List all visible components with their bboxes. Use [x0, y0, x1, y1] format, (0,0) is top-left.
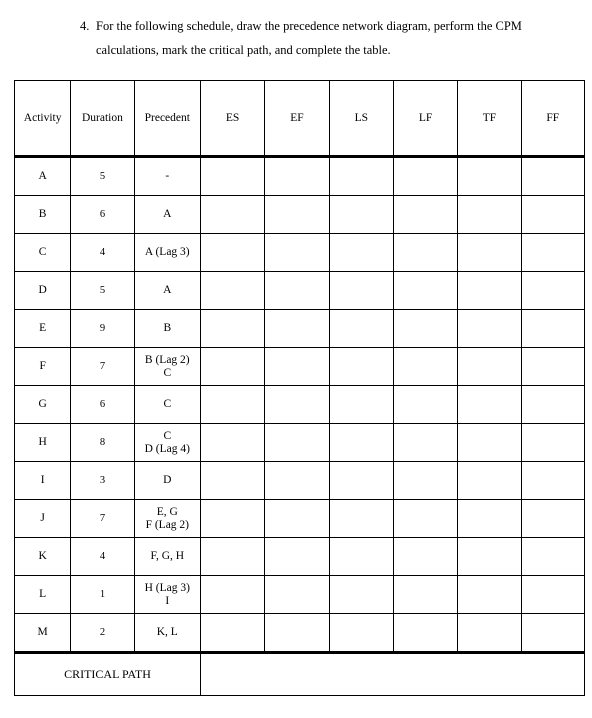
ef-input-cell[interactable] — [265, 462, 329, 500]
ff-input-cell[interactable] — [521, 310, 584, 348]
precedent-line: D (Lag 4) — [144, 442, 190, 455]
table-row — [15, 157, 585, 196]
ls-input-cell[interactable] — [329, 196, 393, 234]
ef-input-cell[interactable] — [265, 386, 329, 424]
table-row — [15, 348, 585, 386]
table-row — [15, 576, 585, 614]
lf-input-cell[interactable] — [393, 500, 457, 538]
duration-cell: 7 — [71, 500, 134, 538]
table-row — [15, 272, 585, 310]
activity-cell: H — [15, 424, 71, 462]
activity-cell: A — [15, 157, 71, 196]
ls-input-cell[interactable] — [329, 462, 393, 500]
precedent-cell — [134, 196, 200, 234]
duration-cell: 5 — [71, 157, 134, 196]
precedent-line: - — [165, 170, 170, 182]
tf-input-cell[interactable] — [458, 234, 521, 272]
header-duration: Duration — [71, 81, 134, 157]
precedent-cell — [134, 424, 200, 462]
ls-input-cell[interactable] — [329, 424, 393, 462]
tf-input-cell[interactable] — [458, 424, 521, 462]
activity-cell: F — [15, 348, 71, 386]
precedent-line: D — [163, 474, 172, 486]
es-input-cell[interactable] — [200, 348, 264, 386]
ff-input-cell[interactable] — [521, 500, 584, 538]
ef-input-cell[interactable] — [265, 614, 329, 653]
table-row — [15, 386, 585, 424]
duration-cell: 4 — [71, 538, 134, 576]
ff-input-cell[interactable] — [521, 348, 584, 386]
tf-input-cell[interactable] — [458, 500, 521, 538]
tf-input-cell[interactable] — [458, 272, 521, 310]
precedent-line: F, G, H — [150, 550, 185, 562]
duration-cell: 7 — [71, 348, 134, 386]
ef-input-cell[interactable] — [265, 234, 329, 272]
precedent-cell — [134, 348, 200, 386]
lf-input-cell[interactable] — [393, 424, 457, 462]
ff-input-cell[interactable] — [521, 157, 584, 196]
activity-cell: D — [15, 272, 71, 310]
precedent-cell — [134, 234, 200, 272]
critical-path-answer-cell[interactable] — [200, 653, 584, 696]
precedent-line: E, G — [156, 505, 178, 518]
es-input-cell[interactable] — [200, 196, 264, 234]
precedent-cell — [134, 157, 200, 196]
duration-cell: 9 — [71, 310, 134, 348]
cpm-table — [14, 80, 585, 696]
ff-input-cell[interactable] — [521, 386, 584, 424]
duration-cell: 2 — [71, 614, 134, 653]
tf-input-cell[interactable] — [458, 196, 521, 234]
precedent-line: K, L — [156, 626, 178, 638]
precedent-line: A — [163, 284, 172, 296]
precedent-cell — [134, 462, 200, 500]
ff-input-cell[interactable] — [521, 424, 584, 462]
question-number: 4. — [80, 19, 90, 33]
lf-input-cell[interactable] — [393, 576, 457, 614]
precedent-line: H (Lag 3) — [144, 581, 190, 594]
tf-input-cell[interactable] — [458, 310, 521, 348]
precedent-line: A (Lag 3) — [144, 246, 190, 258]
precedent-line: F (Lag 2) — [145, 518, 189, 531]
ff-input-cell[interactable] — [521, 576, 584, 614]
activity-cell: I — [15, 462, 71, 500]
ef-input-cell[interactable] — [265, 272, 329, 310]
precedent-line: A — [163, 208, 172, 220]
table-row — [15, 196, 585, 234]
ls-input-cell[interactable] — [329, 348, 393, 386]
table-header-row — [15, 81, 585, 157]
ls-input-cell[interactable] — [329, 576, 393, 614]
tf-input-cell[interactable] — [458, 462, 521, 500]
lf-input-cell[interactable] — [393, 538, 457, 576]
ef-input-cell[interactable] — [265, 196, 329, 234]
lf-input-cell[interactable] — [393, 196, 457, 234]
ff-input-cell[interactable] — [521, 272, 584, 310]
es-input-cell[interactable] — [200, 614, 264, 653]
tf-input-cell[interactable] — [458, 614, 521, 653]
ls-input-cell[interactable] — [329, 386, 393, 424]
question-line-2: calculations, mark the critical path, and complete the table. — [96, 43, 391, 57]
precedent-cell — [134, 310, 200, 348]
header-precedent: Precedent — [134, 81, 200, 157]
ls-input-cell[interactable] — [329, 272, 393, 310]
ls-input-cell[interactable] — [329, 157, 393, 196]
activity-cell: M — [15, 614, 71, 653]
table-row — [15, 462, 585, 500]
precedent-cell — [134, 272, 200, 310]
ls-input-cell[interactable] — [329, 614, 393, 653]
header-activity: Activity — [15, 81, 71, 157]
lf-input-cell[interactable] — [393, 272, 457, 310]
es-input-cell[interactable] — [200, 500, 264, 538]
header-ls: LS — [329, 81, 393, 157]
lf-input-cell[interactable] — [393, 386, 457, 424]
header-lf: LF — [393, 81, 457, 157]
activity-cell: K — [15, 538, 71, 576]
tf-input-cell[interactable] — [458, 576, 521, 614]
ef-input-cell[interactable] — [265, 576, 329, 614]
duration-cell: 4 — [71, 234, 134, 272]
precedent-cell — [134, 500, 200, 538]
duration-cell: 5 — [71, 272, 134, 310]
lf-input-cell[interactable] — [393, 310, 457, 348]
precedent-line: C — [163, 429, 172, 442]
ef-input-cell[interactable] — [265, 157, 329, 196]
ff-input-cell[interactable] — [521, 538, 584, 576]
precedent-cell — [134, 614, 200, 653]
precedent-line: C — [163, 398, 172, 410]
tf-input-cell[interactable] — [458, 348, 521, 386]
precedent-line: C — [163, 366, 172, 379]
lf-input-cell[interactable] — [393, 157, 457, 196]
es-input-cell[interactable] — [200, 538, 264, 576]
table-row — [15, 424, 585, 462]
lf-input-cell[interactable] — [393, 462, 457, 500]
question-text — [96, 14, 566, 62]
ef-input-cell[interactable] — [265, 310, 329, 348]
duration-cell: 8 — [71, 424, 134, 462]
table-row — [15, 234, 585, 272]
lf-input-cell[interactable] — [393, 234, 457, 272]
ef-input-cell[interactable] — [265, 348, 329, 386]
ls-input-cell[interactable] — [329, 310, 393, 348]
table-row — [15, 538, 585, 576]
es-input-cell[interactable] — [200, 234, 264, 272]
duration-cell: 3 — [71, 462, 134, 500]
ls-input-cell[interactable] — [329, 500, 393, 538]
header-es: ES — [200, 81, 264, 157]
activity-cell: E — [15, 310, 71, 348]
critical-path-row — [15, 653, 585, 696]
es-input-cell[interactable] — [200, 157, 264, 196]
tf-input-cell[interactable] — [458, 538, 521, 576]
header-ef: EF — [265, 81, 329, 157]
critical-path-label: CRITICAL PATH — [15, 653, 201, 696]
duration-cell: 1 — [71, 576, 134, 614]
tf-input-cell[interactable] — [458, 386, 521, 424]
es-input-cell[interactable] — [200, 576, 264, 614]
table-row — [15, 500, 585, 538]
precedent-cell — [134, 386, 200, 424]
ef-input-cell[interactable] — [265, 424, 329, 462]
es-input-cell[interactable] — [200, 310, 264, 348]
ff-input-cell[interactable] — [521, 614, 584, 653]
es-input-cell[interactable] — [200, 462, 264, 500]
ff-input-cell[interactable] — [521, 462, 584, 500]
ls-input-cell[interactable] — [329, 538, 393, 576]
es-input-cell[interactable] — [200, 272, 264, 310]
table-row — [15, 310, 585, 348]
duration-cell: 6 — [71, 386, 134, 424]
question-line-1: For the following schedule, draw the precedence network diagram, perform the CPM — [96, 19, 522, 33]
tf-input-cell[interactable] — [458, 157, 521, 196]
ef-input-cell[interactable] — [265, 500, 329, 538]
activity-cell: L — [15, 576, 71, 614]
ls-input-cell[interactable] — [329, 234, 393, 272]
es-input-cell[interactable] — [200, 386, 264, 424]
precedent-cell — [134, 576, 200, 614]
activity-cell: G — [15, 386, 71, 424]
activity-cell: C — [15, 234, 71, 272]
header-tf: TF — [458, 81, 521, 157]
precedent-line: B (Lag 2) — [144, 353, 190, 366]
header-ff: FF — [521, 81, 584, 157]
lf-input-cell[interactable] — [393, 614, 457, 653]
ff-input-cell[interactable] — [521, 234, 584, 272]
table-row — [15, 614, 585, 653]
table-body — [15, 157, 585, 696]
precedent-line: B — [163, 322, 172, 334]
activity-cell: B — [15, 196, 71, 234]
ff-input-cell[interactable] — [521, 196, 584, 234]
activity-cell: J — [15, 500, 71, 538]
lf-input-cell[interactable] — [393, 348, 457, 386]
precedent-cell — [134, 538, 200, 576]
ef-input-cell[interactable] — [265, 538, 329, 576]
es-input-cell[interactable] — [200, 424, 264, 462]
precedent-line: I — [165, 594, 170, 607]
duration-cell: 6 — [71, 196, 134, 234]
